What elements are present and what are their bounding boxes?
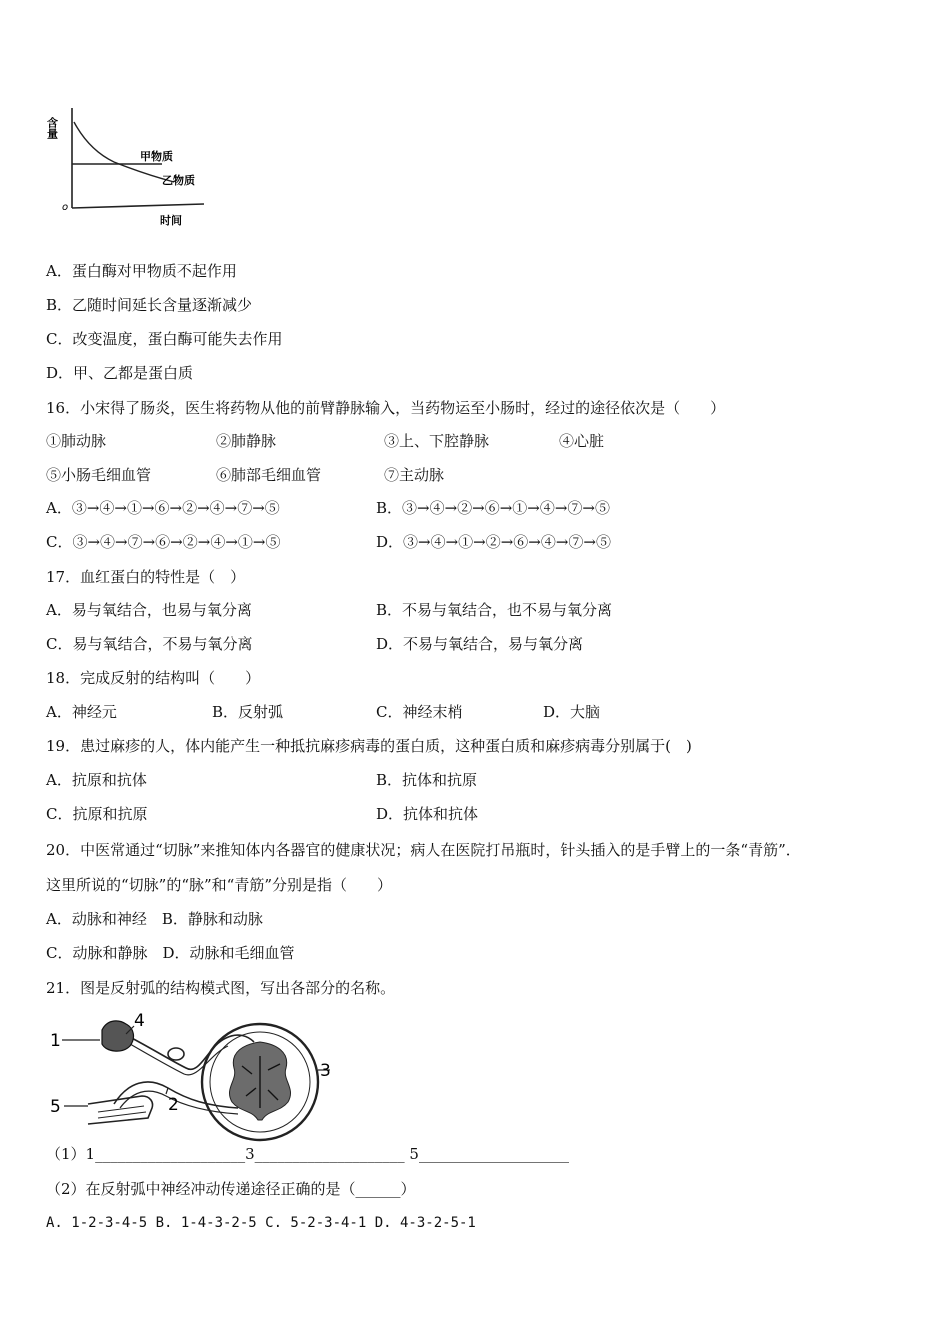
q16-item-1: ①肺动脉 (46, 432, 107, 450)
q19-option-b[interactable]: B．抗体和抗原 (376, 771, 478, 789)
q16-item-3: ③上、下腔静脉 (384, 432, 490, 450)
q16-item-5: ⑤小肠毛细血管 (46, 466, 152, 484)
q16-option-b[interactable]: B．③→④→②→⑥→①→④→⑦→⑤ (376, 499, 611, 517)
origin-label: o (62, 202, 69, 213)
x-axis (72, 204, 204, 208)
q19-option-c[interactable]: C．抗原和抗原 (46, 805, 148, 823)
leader-2 (166, 1088, 168, 1094)
effector-lines (98, 1106, 146, 1118)
q21-stem: 21．图是反射弧的结构模式图，写出各部分的名称。 (46, 979, 396, 997)
q17-option-b[interactable]: B．不易与氧结合，也不易与氧分离 (376, 601, 613, 619)
q18-option-d[interactable]: D．大脑 (543, 703, 601, 721)
q21-sub2-options[interactable]: A. 1-2-3-4-5 B. 1-4-3-2-5 C. 5-2-3-4-1 D. 4-3-2-5-1 (46, 1215, 476, 1231)
q16-item-7: ⑦主动脉 (384, 466, 445, 484)
q19-option-a[interactable]: A．抗原和抗体 (46, 771, 147, 789)
diagram-label-1: 1 (50, 1031, 61, 1051)
q19-option-d[interactable]: D．抗体和抗体 (376, 805, 479, 823)
q18-option-b[interactable]: B．反射弧 (212, 703, 284, 721)
q19-stem: 19．患过麻疹的人，体内能产生一种抵抗麻疹病毒的蛋白质，这种蛋白质和麻疹病毒分别属于( ) (46, 737, 692, 755)
q20-stem-line2: 这里所说的“切脉”的“脉”和“青筋”分别是指（ ） (46, 876, 393, 894)
q16-item-6: ⑥肺部毛细血管 (216, 466, 322, 484)
q20-stem-line1: 20．中医常通过“切脉”来推知体内各器官的健康状况；病人在医院打吊瓶时，针头插入的是手臂上的一条“青筋”． (46, 841, 801, 859)
q16-option-d[interactable]: D．③→④→①→②→⑥→④→⑦→⑤ (376, 533, 612, 551)
q15-option-c[interactable]: C．改变温度，蛋白酶可能失去作用 (46, 330, 283, 348)
diagram-label-5: 5 (50, 1097, 61, 1117)
diagram-label-2: 2 (168, 1095, 179, 1115)
q20-options-line2[interactable]: C．动脉和静脉 D．动脉和毛细血管 (46, 944, 295, 962)
series-b-label: 乙物质 (162, 174, 195, 187)
effector (88, 1096, 153, 1124)
q18-option-a[interactable]: A．神经元 (46, 703, 117, 721)
q16-item-4: ④心脏 (559, 432, 605, 450)
q17-option-a[interactable]: A．易与氧结合，也易与氧分离 (46, 601, 252, 619)
diagram-label-3: 3 (320, 1061, 331, 1081)
q17-stem: 17．血红蛋白的特性是（ ） (46, 568, 246, 586)
receptor (102, 1021, 133, 1051)
q16-stem: 16．小宋得了肠炎，医生将药物从他的前臂静脉输入，当药物运至小肠时，经过的途径依次是（ ） (46, 399, 726, 417)
q16-option-a[interactable]: A．③→④→①→⑥→②→④→⑦→⑤ (46, 499, 280, 517)
q17-option-d[interactable]: D．不易与氧结合，易与氧分离 (376, 635, 584, 653)
q15-option-a[interactable]: A．蛋白酶对甲物质不起作用 (46, 262, 237, 280)
y-axis-label: 含量 (45, 117, 59, 139)
q21-sub2-stem[interactable]: （2）在反射弧中神经冲动传递途径正确的是（______） (46, 1180, 416, 1198)
reflex-arc-diagram (48, 1008, 338, 1144)
q21-sub1-blanks[interactable]: （1）1____________________3____________________ 5____________________ (46, 1145, 569, 1163)
q18-stem: 18．完成反射的结构叫（ ） (46, 669, 261, 687)
series-a-label: 甲物质 (140, 150, 173, 163)
x-axis-label: 时间 (160, 214, 182, 227)
q15-option-d[interactable]: D．甲、乙都是蛋白质 (46, 364, 194, 382)
diagram-label-4: 4 (134, 1011, 145, 1031)
q17-option-c[interactable]: C．易与氧结合，不易与氧分离 (46, 635, 253, 653)
q20-options-line1[interactable]: A．动脉和神经 B．静脉和动脉 (46, 910, 263, 928)
q16-item-2: ②肺静脉 (216, 432, 277, 450)
content-time-graph (44, 100, 224, 230)
q15-option-b[interactable]: B．乙随时间延长含量逐渐减少 (46, 296, 253, 314)
q18-option-c[interactable]: C．神经末梢 (376, 703, 463, 721)
ganglion (168, 1048, 184, 1060)
q16-option-c[interactable]: C．③→④→⑦→⑥→②→④→①→⑤ (46, 533, 281, 551)
